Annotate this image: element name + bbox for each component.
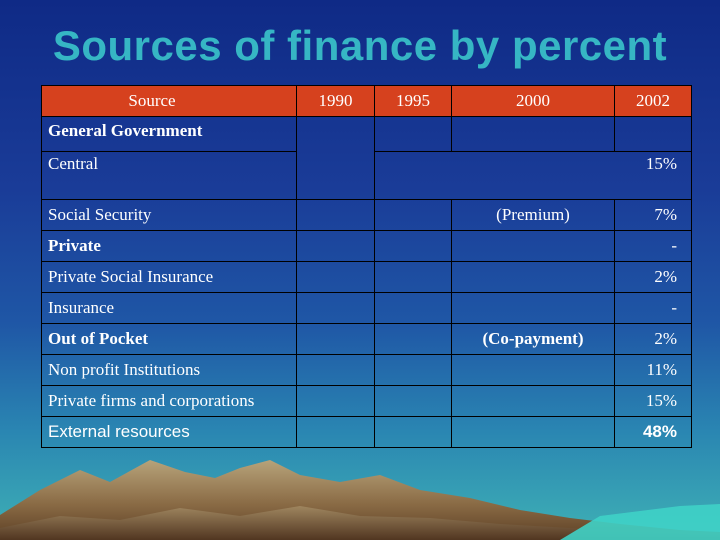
- cell-2000: [452, 231, 615, 262]
- row-source: Non profit Institutions: [42, 355, 297, 386]
- table-row: [42, 262, 692, 293]
- cell-2002: 15%: [615, 152, 692, 200]
- cell-1990: [297, 324, 375, 355]
- table-row: [42, 200, 692, 231]
- cell-2000: [452, 386, 615, 417]
- cell-1995: [375, 355, 452, 386]
- finance-table: [41, 85, 692, 448]
- header-1990: 1990: [297, 86, 375, 117]
- cell-2002: 11%: [615, 355, 692, 386]
- table-row: [42, 386, 692, 417]
- cell-1995: [375, 231, 452, 262]
- table-row: [42, 152, 692, 200]
- cell-1995: [375, 386, 452, 417]
- header-1995: 1995: [375, 86, 452, 117]
- cell-2000: [452, 117, 615, 152]
- table-header-row: [42, 86, 692, 117]
- mountain-landscape: [0, 420, 720, 540]
- cell-2002: 15%: [615, 386, 692, 417]
- cell-2000: (Co-payment): [452, 324, 615, 355]
- cell-2002: -: [615, 231, 692, 262]
- row-source: Private: [42, 231, 297, 262]
- header-2000: 2000: [452, 86, 615, 117]
- cell-2002: -: [615, 293, 692, 324]
- header-source: Source: [42, 86, 297, 117]
- cell-1995: [375, 200, 452, 231]
- cell-2000: [452, 152, 615, 200]
- cell-2000: [452, 262, 615, 293]
- cell-1990: [297, 117, 375, 152]
- cell-1990: [297, 200, 375, 231]
- cell-1995: [375, 262, 452, 293]
- row-source: External resources: [42, 417, 297, 448]
- cell-2002: 2%: [615, 324, 692, 355]
- cell-2000: [452, 293, 615, 324]
- row-source: Social Security: [42, 200, 297, 231]
- slide-title: Sources of finance by percent: [52, 22, 668, 69]
- cell-2002: 2%: [615, 262, 692, 293]
- cell-2000: (Premium): [452, 200, 615, 231]
- table-row: [42, 117, 692, 152]
- row-source: Central: [42, 152, 297, 200]
- cell-1990: [297, 386, 375, 417]
- cell-1990: [297, 152, 375, 200]
- cell-1995: [375, 324, 452, 355]
- cell-1990: [297, 231, 375, 262]
- row-source: Out of Pocket: [42, 324, 297, 355]
- cell-2002: [615, 117, 692, 152]
- cell-1990: [297, 355, 375, 386]
- row-source: Insurance: [42, 293, 297, 324]
- cell-1990: [297, 262, 375, 293]
- table-row: [42, 231, 692, 262]
- cell-1995: [375, 117, 452, 152]
- cell-1990: [297, 293, 375, 324]
- cell-2002: 48%: [615, 417, 692, 448]
- cell-1995: [375, 152, 452, 200]
- header-2002: 2002: [615, 86, 692, 117]
- row-source: Private Social Insurance: [42, 262, 297, 293]
- table-row: [42, 355, 692, 386]
- row-source: Private firms and corporations: [42, 386, 297, 417]
- table-row: [42, 293, 692, 324]
- table-row: [42, 324, 692, 355]
- cell-2000: [452, 355, 615, 386]
- cell-2002: 7%: [615, 200, 692, 231]
- cell-1995: [375, 293, 452, 324]
- row-source: General Government: [42, 117, 297, 152]
